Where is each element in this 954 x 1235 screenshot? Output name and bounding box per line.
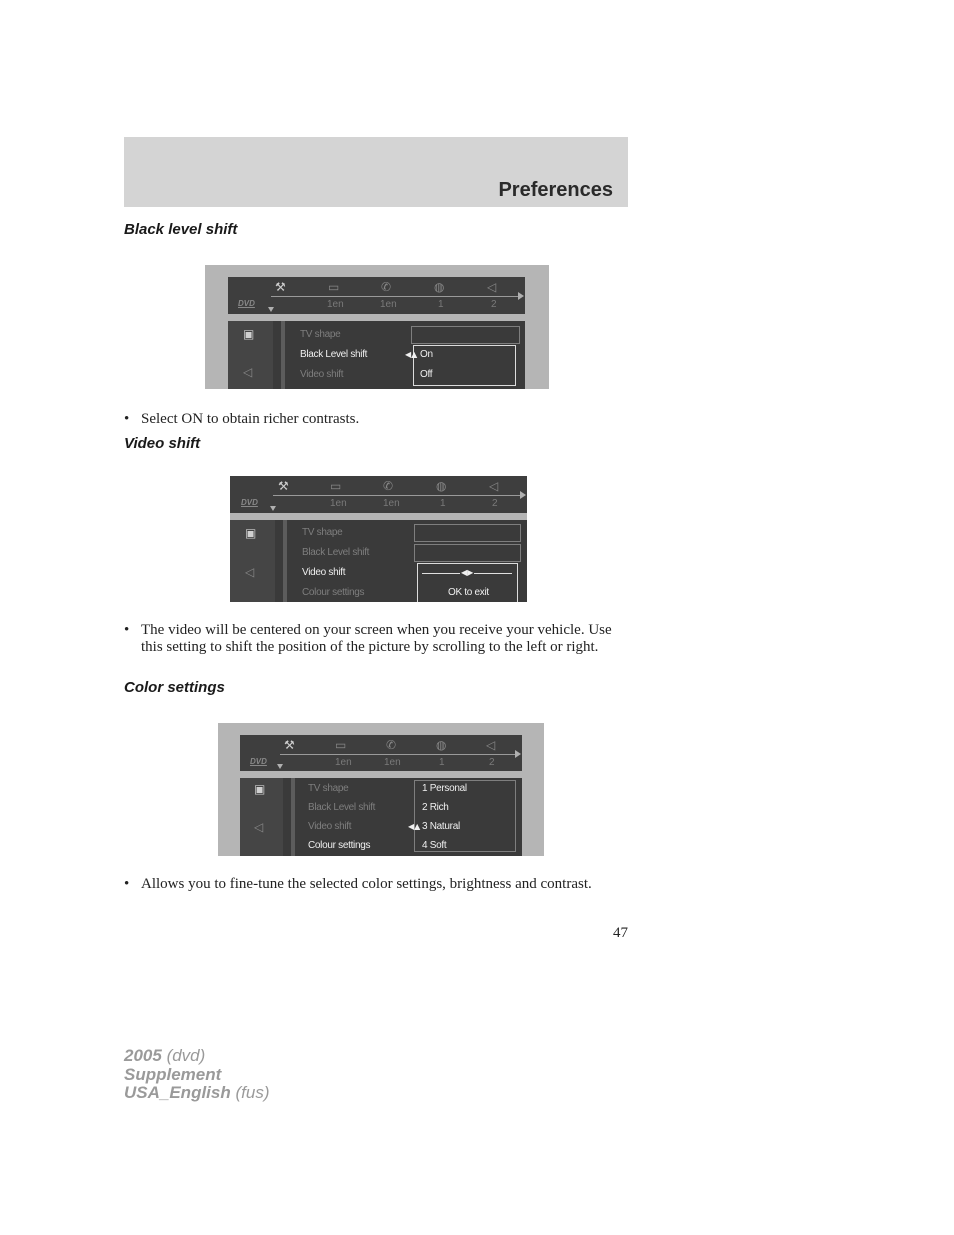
menu-item-tv-shape: TV shape	[308, 783, 349, 794]
audio-language-icon: ✆	[383, 479, 394, 493]
timeline-line	[273, 495, 521, 496]
menu-icon-bar	[240, 735, 522, 754]
picture-settings-icon: ▣	[254, 782, 266, 796]
dvd-label: DVD	[250, 757, 267, 766]
footer-region: USA_English	[124, 1083, 231, 1102]
sound-settings-icon: ◁	[245, 565, 255, 579]
menu-item-black-level-shift: Black Level shift	[308, 802, 376, 813]
bullet-text: Allows you to fine-tune the selected color settings, brightness and contrast.	[141, 876, 592, 892]
picture-settings-icon: ▣	[243, 327, 255, 341]
timeline-marker	[270, 506, 276, 511]
option-soft: 4 Soft	[422, 840, 447, 851]
selector-arrow-icon: ◀▲	[408, 822, 421, 831]
audio-language-icon: ✆	[381, 280, 392, 294]
subtitle-icon: ▭	[330, 479, 342, 493]
screenshot-black-level-shift	[205, 265, 549, 389]
tab-label: 1en	[380, 299, 397, 310]
speaker-icon: ◁	[487, 280, 497, 294]
tab-label: 1	[440, 498, 446, 509]
dvd-label: DVD	[238, 299, 255, 308]
slider-track-left	[422, 573, 460, 574]
footer-supplement: Supplement	[124, 1064, 222, 1084]
menu-item-black-level-shift: Black Level shift	[300, 349, 368, 360]
footer-year: 2005	[124, 1046, 162, 1065]
bullet-text: Select ON to obtain richer contrasts.	[141, 411, 360, 427]
timeline-marker	[277, 764, 283, 769]
menu-divider	[281, 321, 285, 389]
audio-language-icon: ✆	[386, 738, 397, 752]
timeline-arrow	[515, 750, 521, 758]
timeline-line	[280, 754, 516, 755]
value-box	[414, 524, 521, 542]
sound-settings-icon: ◁	[243, 365, 253, 379]
screenshot-video-shift	[230, 476, 527, 602]
option-personal: 1 Personal	[422, 783, 467, 794]
menu-item-video-shift: Video shift	[300, 369, 344, 380]
menu-item-video-shift: Video shift	[302, 567, 346, 578]
section-heading-video-shift: Video shift	[124, 435, 201, 452]
bullet-text: The video will be centered on your screen when you receive your vehicle. Use this setting to shift the position of the picture by scrolling to the left or right.	[141, 622, 612, 655]
menu-divider	[283, 520, 287, 602]
footer-edition: (dvd)	[166, 1046, 206, 1065]
menu-item-black-level-shift: Black Level shift	[302, 547, 370, 558]
selector-arrow-icon: ◀▲	[405, 350, 418, 359]
tab-label: 1en	[335, 757, 352, 768]
timeline-arrow	[520, 491, 526, 499]
footer-region-code: (fus)	[235, 1083, 270, 1102]
option-natural: 3 Natural	[422, 821, 460, 832]
bullet-dot: •	[124, 876, 130, 892]
dvd-label: DVD	[241, 498, 258, 507]
tools-icon: ⚒	[284, 738, 295, 752]
globe-icon: ◍	[436, 738, 447, 752]
globe-icon: ◍	[436, 479, 447, 493]
page-title: Preferences	[498, 179, 613, 201]
menu-item-video-shift: Video shift	[308, 821, 352, 832]
option-rich: 2 Rich	[422, 802, 449, 813]
timeline-arrow	[518, 292, 524, 300]
footer-line-2	[124, 1066, 269, 1085]
section-heading-black-level-shift: Black level shift	[124, 221, 238, 238]
left-right-arrows-icon: ◀▶	[461, 568, 474, 577]
screenshot-color-settings	[218, 723, 544, 856]
menu-item-colour-settings: Colour settings	[302, 587, 365, 598]
header-band	[124, 137, 628, 207]
option-on: On	[420, 349, 433, 360]
footer-edition-info	[124, 1047, 269, 1103]
globe-icon: ◍	[434, 280, 445, 294]
tab-label: 1en	[384, 757, 401, 768]
timeline-line	[271, 296, 519, 297]
tab-label: 1en	[330, 498, 347, 509]
menu-icon-bar	[230, 476, 527, 495]
menu-icon-bar	[228, 277, 525, 296]
speaker-icon: ◁	[489, 479, 499, 493]
bullet-dot: •	[124, 622, 130, 638]
footer-line-1	[124, 1047, 269, 1066]
value-box	[411, 326, 520, 344]
sound-settings-icon: ◁	[254, 820, 264, 834]
menu-divider	[291, 778, 295, 856]
tab-label: 2	[491, 299, 497, 310]
tools-icon: ⚒	[275, 280, 286, 294]
subtitle-icon: ▭	[335, 738, 347, 752]
option-off: Off	[420, 369, 433, 380]
menu-item-colour-settings: Colour settings	[308, 840, 371, 851]
tab-label: 1	[439, 757, 445, 768]
section-heading-color-settings: Color settings	[124, 679, 225, 696]
tab-label: 2	[492, 498, 498, 509]
tab-label: 2	[489, 757, 495, 768]
panel-gap	[230, 513, 527, 520]
slider-track-right	[474, 573, 512, 574]
menu-item-tv-shape: TV shape	[300, 329, 341, 340]
subtitle-icon: ▭	[328, 280, 340, 294]
tab-label: 1	[438, 299, 444, 310]
bullet-item	[124, 876, 628, 893]
bullet-dot: •	[124, 411, 130, 427]
menu-item-tv-shape: TV shape	[302, 527, 343, 538]
bullet-item	[124, 411, 628, 428]
ok-to-exit-label: OK to exit	[448, 587, 489, 598]
page-number: 47	[613, 925, 628, 941]
value-box	[414, 544, 521, 562]
speaker-icon: ◁	[486, 738, 496, 752]
timeline-marker	[268, 307, 274, 312]
tab-label: 1en	[383, 498, 400, 509]
bullet-item	[124, 622, 628, 655]
tab-label: 1en	[327, 299, 344, 310]
picture-settings-icon: ▣	[245, 526, 257, 540]
tools-icon: ⚒	[278, 479, 289, 493]
footer-line-3	[124, 1084, 269, 1103]
